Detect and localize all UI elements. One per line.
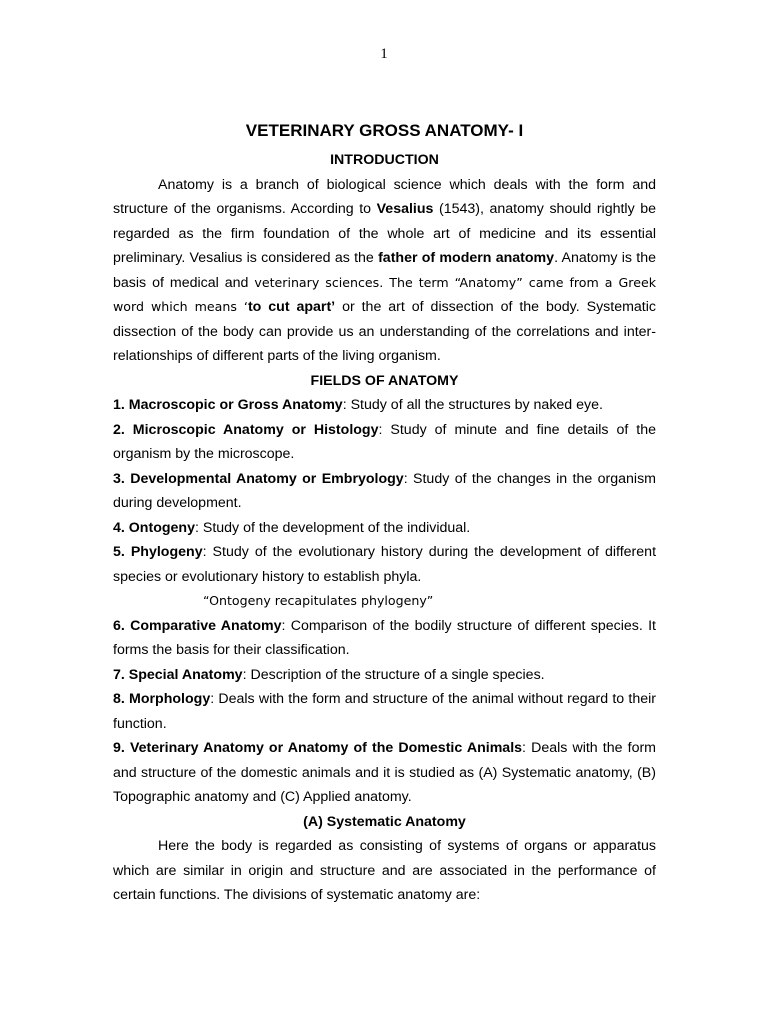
document-body [113,120,656,908]
introduction-heading: INTRODUCTION [330,152,439,168]
field-item: 6. Comparative Anatomy: Comparison of the bodily structure of different species. It forms the basis for their classification. [113,617,656,658]
systematic-anatomy-paragraph: Here the body is regarded as consisting of systems of organs or apparatus which are similar in origin and structure and are associated in the performance of certain functions. The divisions of systematic anatomy are: [113,838,656,903]
vesalius-term: Vesalius [376,201,434,217]
cut-apart-term: to cut apart’ [247,299,336,315]
introduction-paragraph: Anatomy is a branch of biological science which deals with the form and structure of the organisms. According to Vesalius (1543), anatomy should rightly be regarded as the firm foundation of the whole art of medicine and its essential preliminary. Vesalius is considered as the father of modern anatomy. Anatomy is the basis of medical and veterinary sciences. The term “Anatomy” came from a Greek word which means ‘to cut apart’ or the art of dissection of the body. Systematic dissection of the body can provide us an understanding of the correlations and inter-relationships of different parts of the living organism. [113,176,657,364]
fields-heading: FIELDS OF ANATOMY [310,372,459,389]
field-item: 1. Macroscopic or Gross Anatomy: Study of all the structures by naked eye. [113,397,603,413]
field-item: 9. Veterinary Anatomy or Anatomy of the Domestic Animals: Deals with the form and structure of the domestic animals and it is studied as (A) Systematic anatomy, (B) Topographic anatomy and (C) Applied anatomy. [113,740,656,805]
systematic-anatomy-heading: (A) Systematic Anatomy [303,813,466,830]
field-item: 3. Developmental Anatomy or Embryology: Study of the changes in the organism during development. [113,470,656,511]
field-item: 5. Phylogeny: Study of the evolutionary history during the development of different species or evolutionary history to establish phyla. [113,544,657,585]
father-term: father of modern anatomy [378,250,555,266]
field-item: 8. Morphology: Deals with the form and structure of the animal without regard to their function. [113,691,657,732]
field-item: 7. Special Anatomy: Description of the structure of a single species. [113,666,545,683]
field-item: 2. Microscopic Anatomy or Histology: Study of minute and fine details of the organism by the microscope. [113,421,656,462]
document-title: VETERINARY GROSS ANATOMY- I [245,121,524,140]
ontogeny-quote: “Ontogeny recapitulates phylogeny” [203,593,434,608]
field-item: 4. Ontogeny: Study of the development of the individual. [113,519,471,536]
page-number: 1 [380,46,388,62]
